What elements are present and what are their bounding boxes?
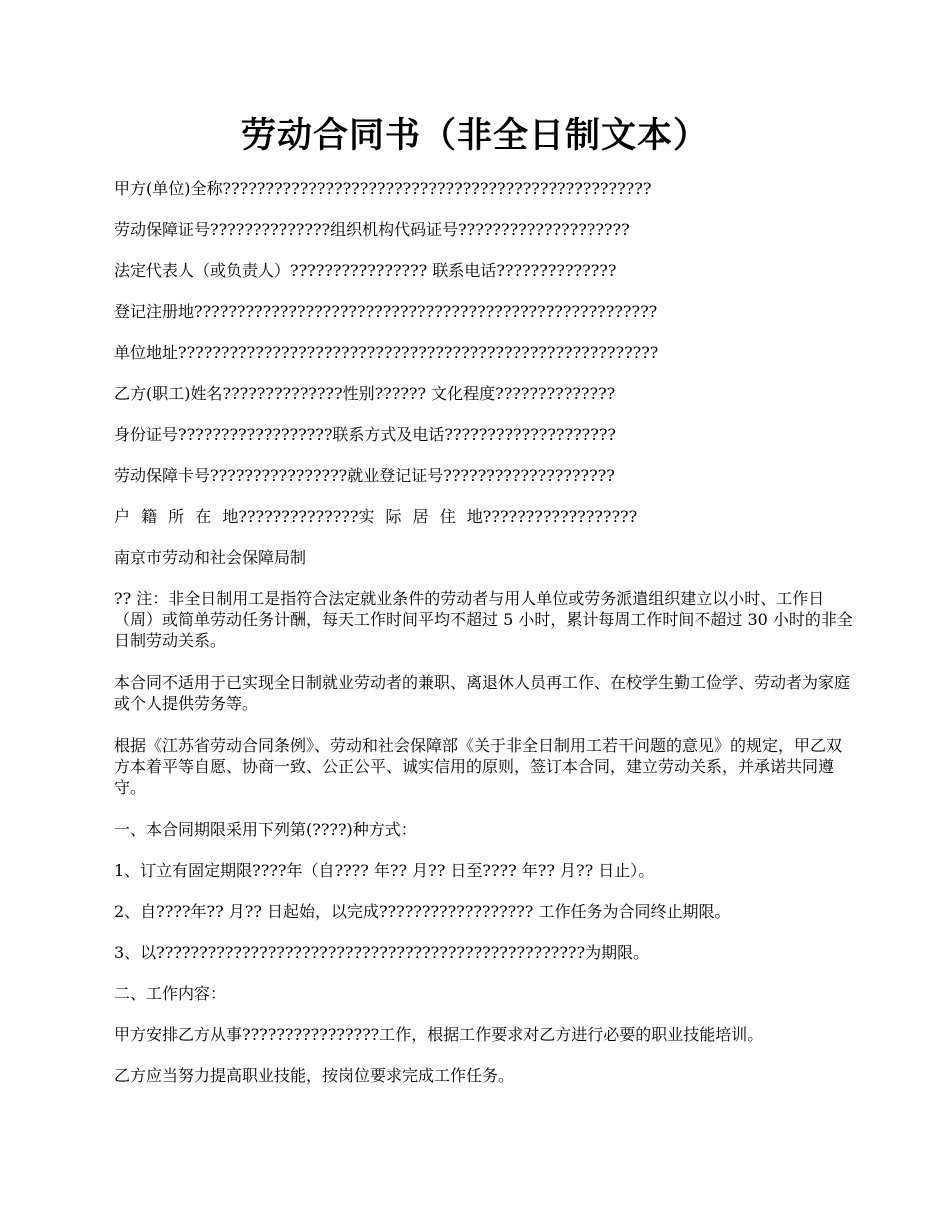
clause-term-heading: 一、本合同期限采用下列第(????)种方式： xyxy=(114,820,417,839)
note-paragraph: ?? 注：非全日制用工是指符合法定就业条件的劳动者与用人单位或劳务派遣组织建立以小时、工作日（周）或简单劳动任务计酬，每天工作时间平均不超过 5 小时，累计每周工作时间不超过 30 小时的非全日制劳动关系。 xyxy=(114,589,853,650)
field-party-a-name: 甲方(单位)全称?????????????????????????????????????????????????? xyxy=(114,179,652,198)
field-party-b-name: 乙方(职工)姓名??????????????性别?????? 文化程度?????????????? xyxy=(114,384,616,403)
clause-work-heading: 二、工作内容： xyxy=(114,984,227,1003)
field-labor-security-cert: 劳动保障证号??????????????组织机构代码证号???????????????????? xyxy=(114,220,630,239)
field-legal-representative: 法定代表人（或负责人）???????????????? 联系电话?????????????? xyxy=(114,261,617,280)
field-household-registration: 户 籍 所 在 地??????????????实 际 居 住 地?????????????????? xyxy=(114,507,638,526)
issuer-line: 南京市劳动和社会保障局制 xyxy=(114,548,307,567)
field-unit-address: 单位地址???????????????????????????????????????????????????????? xyxy=(114,343,659,362)
document-title: 劳动合同书（非全日制文本） xyxy=(240,115,709,156)
clause-work-assignment: 甲方安排乙方从事????????????????工作，根据工作要求对乙方进行必要的职业技能培训。 xyxy=(114,1025,764,1044)
clause-term-option-2: 2、自????年?? 月?? 日起始，以完成?????????????????? 工作任务为合同终止期限。 xyxy=(114,902,731,921)
clause-term-option-1: 1、订立有固定期限????年（自???? 年?? 月?? 日至???? 年?? 月?? 日止）。 xyxy=(114,861,655,880)
scope-paragraph: 本合同不适用于已实现全日制就业劳动者的兼职、离退休人员再工作、在校学生勤工俭学、劳动者为家庭或个人提供劳务等。 xyxy=(114,673,851,713)
field-id-number: 身份证号??????????????????联系方式及电话???????????????????? xyxy=(114,425,616,444)
clause-work-duty: 乙方应当努力提高职业技能，按岗位要求完成工作任务。 xyxy=(114,1066,515,1085)
field-registration-place: 登记注册地?????????????????????????????????????????????????????? xyxy=(114,302,658,321)
field-labor-security-card: 劳动保障卡号????????????????就业登记证号???????????????????? xyxy=(114,466,615,485)
document-body xyxy=(114,178,854,1106)
clause-term-option-3: 3、以??????????????????????????????????????????????????为期限。 xyxy=(114,943,650,962)
basis-paragraph: 根据《江苏省劳动合同条例》、劳动和社会保障部《关于非全日制用工若干问题的意见》的规定，甲乙双方本着平等自愿、协商一致、公正公平、诚实信用的原则，签订本合同，建立劳动关系，并承诺共同遵守。 xyxy=(114,736,843,797)
